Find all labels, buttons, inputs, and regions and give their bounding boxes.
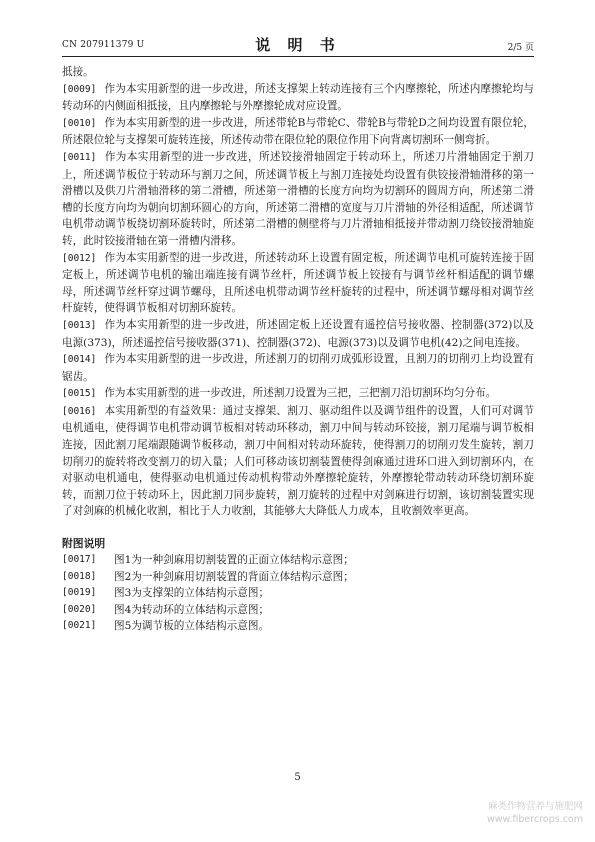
figure-item xyxy=(62,569,534,586)
watermark-line-2: www.fibercrops.com xyxy=(486,814,583,825)
paragraph-0013 xyxy=(62,317,534,351)
paragraph-text: 本实用新型的有益效果：通过支撑架、割刀、驱动组件以及调节组件的设置，人们可对调节电机通电，使得调节电机带动调节板相对转动环移动，割刀中间与转动环铰接，割刀尾端与调节板相连接，因此割刀尾端跟随调节板移动，割刀中间相对转动环旋转，使得割刀的切削刃发生旋转，割刀切削刃的旋转将改变割刀的切入量；人们可移动该切割装置使得剑麻通过进环口进入到切割环内，在对驱动电机通电，使得驱动电机通过传动机构带动外摩擦轮旋转，外摩擦轮带动转动环绕切割环旋转，而割刀位于转动环上，因此割刀同步旋转，割刀旋转的过程中对剑麻进行切割，该切割装置实现了对剑麻的机械化收割，相比于人力收割，其能够大大降低人力成本，且收割效率更高。 xyxy=(62,404,534,518)
figure-item xyxy=(62,602,534,619)
paragraph-number: [0015] xyxy=(62,388,97,400)
paragraph-0012 xyxy=(62,250,534,317)
figure-item xyxy=(62,552,534,569)
paragraph-text: 作为本实用新型的进一步改进，所述转动环上设置有固定板，所述调节电机可旋转连接于固定板上，所述调节电机的输出端连接有调节丝杆，所述调节板上铰接有与调节丝杆相适配的调节螺母，所述调节丝杆穿过调节螺母，且所述电机带动调节丝杆旋转的过程中，所述调节螺母相对调节丝杆旋转，使得调节板相对切割环旋转。 xyxy=(62,251,534,315)
paragraph-number: [0011] xyxy=(62,151,97,163)
paragraph-text: 作为本实用新型的进一步改进，所述割刀设置为三把，三把割刀沿切割环均匀分布。 xyxy=(104,387,497,400)
figure-item-text: 图1为一种剑麻用切割装置的正面立体结构示意图； xyxy=(114,554,354,567)
figure-item-number: [0021] xyxy=(62,620,97,632)
paragraph-0011 xyxy=(62,149,534,250)
paragraph-0016 xyxy=(62,403,534,520)
figure-item-text: 图3为支撑架的立体结构示意图； xyxy=(114,587,270,600)
document-body xyxy=(62,64,534,635)
paragraph-0010 xyxy=(62,115,534,149)
paragraph-text: 作为本实用新型的进一步改进，所述固定板上还设置有遥控信号接收器、控制器(372)以及电源(373)，所述遥控信号接收器(371)、控制器(372)、电源(373)以及调节电机(42)之间电连接。 xyxy=(62,318,534,349)
paragraph-number: [0012] xyxy=(62,252,97,264)
figure-item-number: [0018] xyxy=(62,570,97,582)
figure-item xyxy=(62,618,534,635)
figure-item-text: 图2为一种剑麻用切割装置的背面立体结构示意图； xyxy=(114,570,354,583)
paragraph-number: [0010] xyxy=(62,117,97,129)
figure-item-text: 图4为转动环的立体结构示意图； xyxy=(114,603,270,616)
figure-item-number: [0020] xyxy=(62,603,97,615)
paragraph-number: [0014] xyxy=(62,354,97,366)
paragraph-0014 xyxy=(62,351,534,385)
watermark-line-1: 麻类作物营养与施肥网 xyxy=(487,801,583,812)
section-title-figures: 附图说明 xyxy=(62,537,106,551)
paragraph-number: [0016] xyxy=(62,405,97,417)
paragraph-number: [0009] xyxy=(62,83,97,95)
figure-item xyxy=(62,585,534,602)
figure-item-text: 图5为调节板的立体结构示意图。 xyxy=(114,620,270,633)
patent-number: CN 207911379 U xyxy=(62,40,145,50)
page-info: 2/5 页 xyxy=(507,43,534,53)
paragraph-number: [0013] xyxy=(62,319,97,331)
figure-item-number: [0019] xyxy=(62,587,97,599)
lead-in-text: 抵接。 xyxy=(62,66,94,78)
paragraph-text: 作为本实用新型的进一步改进，所述带轮B与带轮C、带轮B与带轮D之间均设置有限位轮，所述限位轮与支撑架可旋转连接，所述传动带在限位轮的限位作用下向背离切割环一侧弯折。 xyxy=(62,116,534,147)
watermark xyxy=(487,800,583,826)
paragraph-0015 xyxy=(62,385,534,403)
paragraph-text: 作为本实用新型的进一步改进，所述割刀的切削刃成弧形设置，且割刀的切削刃上均设置有锯齿。 xyxy=(62,353,534,383)
figure-item-number: [0017] xyxy=(62,554,97,566)
page-header xyxy=(62,34,534,57)
paragraph-text: 作为本实用新型的进一步改进，所述支撑架上转动连接有三个内摩擦轮，所述内摩擦轮均与转动环的内侧面相抵接，且内摩擦轮与外摩擦轮成对应设置。 xyxy=(62,82,534,113)
paragraph-text: 作为本实用新型的进一步改进，所述铰接滑轴固定于转动环上，所述刀片滑轴固定于割刀上，所述调节板位于转动环与割刀之间，所述调节板上与割刀连接处均设置有供铰接滑轴滑移的第一滑槽以及供刀片滑轴滑移的第二滑槽，所述第一滑槽的长度方向均为切割环的圆周方向，所述第二滑槽的长度方向均为朝向切割环圆心的方向，所述第二滑槽的宽度与刀片滑轴的外径相适配，所述调节电机带动调节板绕切割环旋转时，所述第二滑槽的侧壁将与刀片滑轴相抵接并带动割刀绕铰接滑轴旋转，此时铰接滑轴在第一滑槽内滑移。 xyxy=(62,150,534,247)
page-number: 5 xyxy=(294,772,301,783)
paragraph-0009 xyxy=(62,81,534,115)
document-title: 说 明 书 xyxy=(255,36,341,54)
